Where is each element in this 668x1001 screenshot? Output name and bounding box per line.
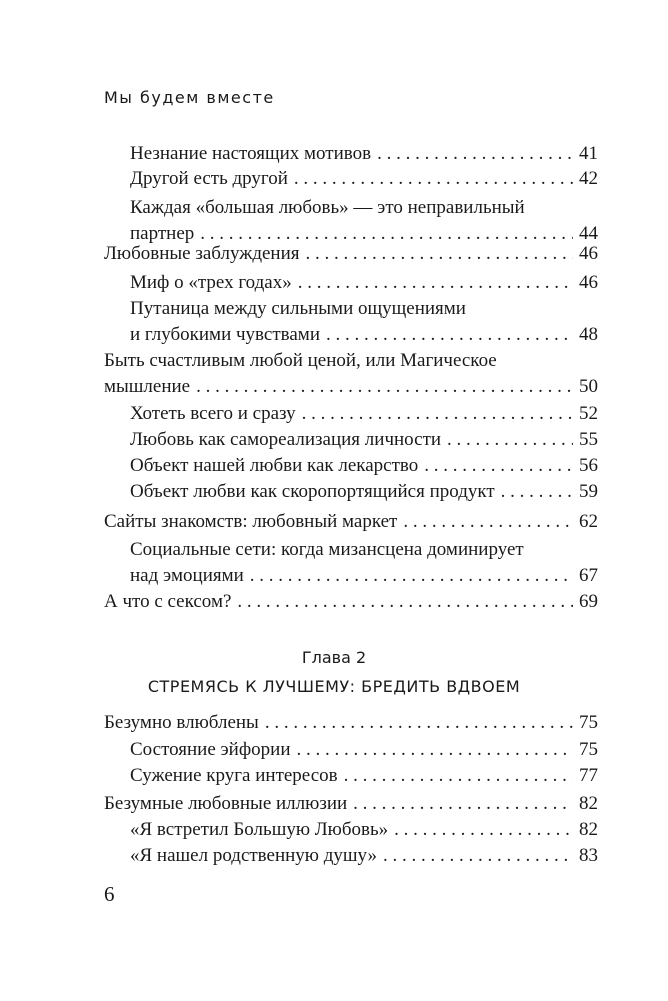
toc-entry[interactable] [130, 453, 598, 479]
leader-dots [424, 453, 573, 479]
toc-entry-title: Сайты знакомств: любовный маркет [104, 511, 398, 532]
leader-dots [377, 141, 573, 167]
leader-dots [196, 374, 573, 400]
toc-entry-title: над эмоциями [130, 565, 244, 586]
toc-entry-title: Объект нашей любви как лекарство [130, 455, 419, 476]
leader-dots [383, 843, 573, 869]
toc-entry-title: «Я нашел родственную душу» [130, 845, 378, 866]
toc-entry-page: 46 [579, 272, 598, 293]
toc-entry-title: Любовные заблуждения [104, 243, 300, 264]
toc-entry[interactable] [104, 348, 598, 400]
toc-entry-title: Сужение круга интересов [130, 765, 338, 786]
toc-entry[interactable] [130, 141, 598, 167]
page-number: 6 [104, 882, 115, 906]
toc-entry-title: «Я встретил Большую Любовь» [130, 819, 389, 840]
toc-entry-page: 82 [579, 793, 598, 814]
leader-dots [265, 710, 573, 736]
leader-dots [302, 401, 573, 427]
leader-dots [501, 479, 573, 505]
leader-dots [394, 817, 573, 843]
toc-entry[interactable] [130, 270, 598, 296]
toc-entry-title: Безумные любовные иллюзии [104, 793, 348, 814]
toc-entry[interactable] [130, 427, 598, 453]
toc-entry[interactable] [130, 479, 598, 505]
toc-entry-title: партнер [130, 223, 195, 244]
toc-entry-page: 46 [579, 243, 598, 264]
leader-dots [344, 763, 573, 789]
toc-entry-title: мышление [104, 376, 191, 397]
toc-entry-title-line1: Каждая «большая любовь» — это неправильный [130, 197, 525, 218]
toc-entry-page: 82 [579, 819, 598, 840]
toc-entry-title: Состояние эйфории [130, 739, 291, 760]
toc-entry-page: 55 [579, 429, 598, 450]
toc-entry-title: Безумно влюблены [104, 712, 259, 733]
toc-entry-title: Хотеть всего и сразу [130, 403, 296, 424]
leader-dots [294, 166, 573, 192]
toc-entry[interactable] [130, 166, 598, 192]
leader-dots [250, 563, 573, 589]
toc-entry-title-line1: Путаница между сильными ощущениями [130, 298, 466, 319]
toc-entry[interactable] [130, 296, 598, 348]
toc-entry[interactable] [104, 509, 598, 535]
running-head: Мы будем вместе [104, 88, 275, 107]
toc-entry-title: А что с сексом? [104, 591, 232, 612]
toc-entry-page: 42 [579, 168, 598, 189]
toc-entry-page: 41 [579, 143, 598, 164]
toc-entry-page: 44 [579, 223, 598, 244]
chapter-label: Глава 2 [301, 648, 367, 667]
leader-dots [353, 791, 573, 817]
toc-entry[interactable] [104, 710, 598, 736]
toc-entry[interactable] [130, 195, 598, 247]
toc-entry-title: и глубокими чувствами [130, 324, 320, 345]
toc-entry-page: 62 [579, 511, 598, 532]
toc-entry[interactable] [130, 537, 598, 589]
leader-dots [403, 509, 573, 535]
toc-entry[interactable] [130, 843, 598, 869]
toc-entry[interactable] [130, 817, 598, 843]
toc-entry-title-line1: Быть счастливым любой ценой, или Магическое [104, 350, 497, 371]
toc-entry-page: 50 [579, 376, 598, 397]
leader-dots [298, 270, 573, 296]
toc-entry[interactable] [130, 763, 598, 789]
toc-entry-page: 83 [579, 845, 598, 866]
toc-entry[interactable] [104, 241, 598, 267]
chapter-title: СТРЕМЯСЬ К ЛУЧШЕМУ: БРЕДИТЬ ВДВОЕМ [147, 677, 521, 696]
toc-entry[interactable] [130, 737, 598, 763]
toc-entry[interactable] [130, 401, 598, 427]
leader-dots [306, 241, 573, 267]
toc-entry-page: 75 [579, 712, 598, 733]
toc-entry-page: 59 [579, 481, 598, 502]
leader-dots [326, 322, 573, 348]
toc-entry-title: Миф о «трех годах» [130, 272, 292, 293]
toc-entry[interactable] [104, 791, 598, 817]
toc-entry-page: 69 [579, 591, 598, 612]
toc-entry[interactable] [104, 589, 598, 615]
leader-dots [297, 737, 574, 763]
toc-entry-page: 56 [579, 455, 598, 476]
toc-entry-page: 77 [579, 765, 598, 786]
toc-entry-title: Любовь как самореализация личности [130, 429, 442, 450]
toc-entry-title: Незнание настоящих мотивов [130, 143, 372, 164]
leader-dots [447, 427, 573, 453]
toc-entry-title-line1: Социальные сети: когда мизансцена доминирует [130, 539, 524, 560]
toc-entry-page: 75 [579, 739, 598, 760]
toc-entry-title: Объект любви как скоропортящийся продукт [130, 481, 495, 502]
toc-entry-page: 67 [579, 565, 598, 586]
toc-entry-page: 48 [579, 324, 598, 345]
toc-entry-title: Другой есть другой [130, 168, 288, 189]
leader-dots [237, 589, 573, 615]
toc-entry-page: 52 [579, 403, 598, 424]
